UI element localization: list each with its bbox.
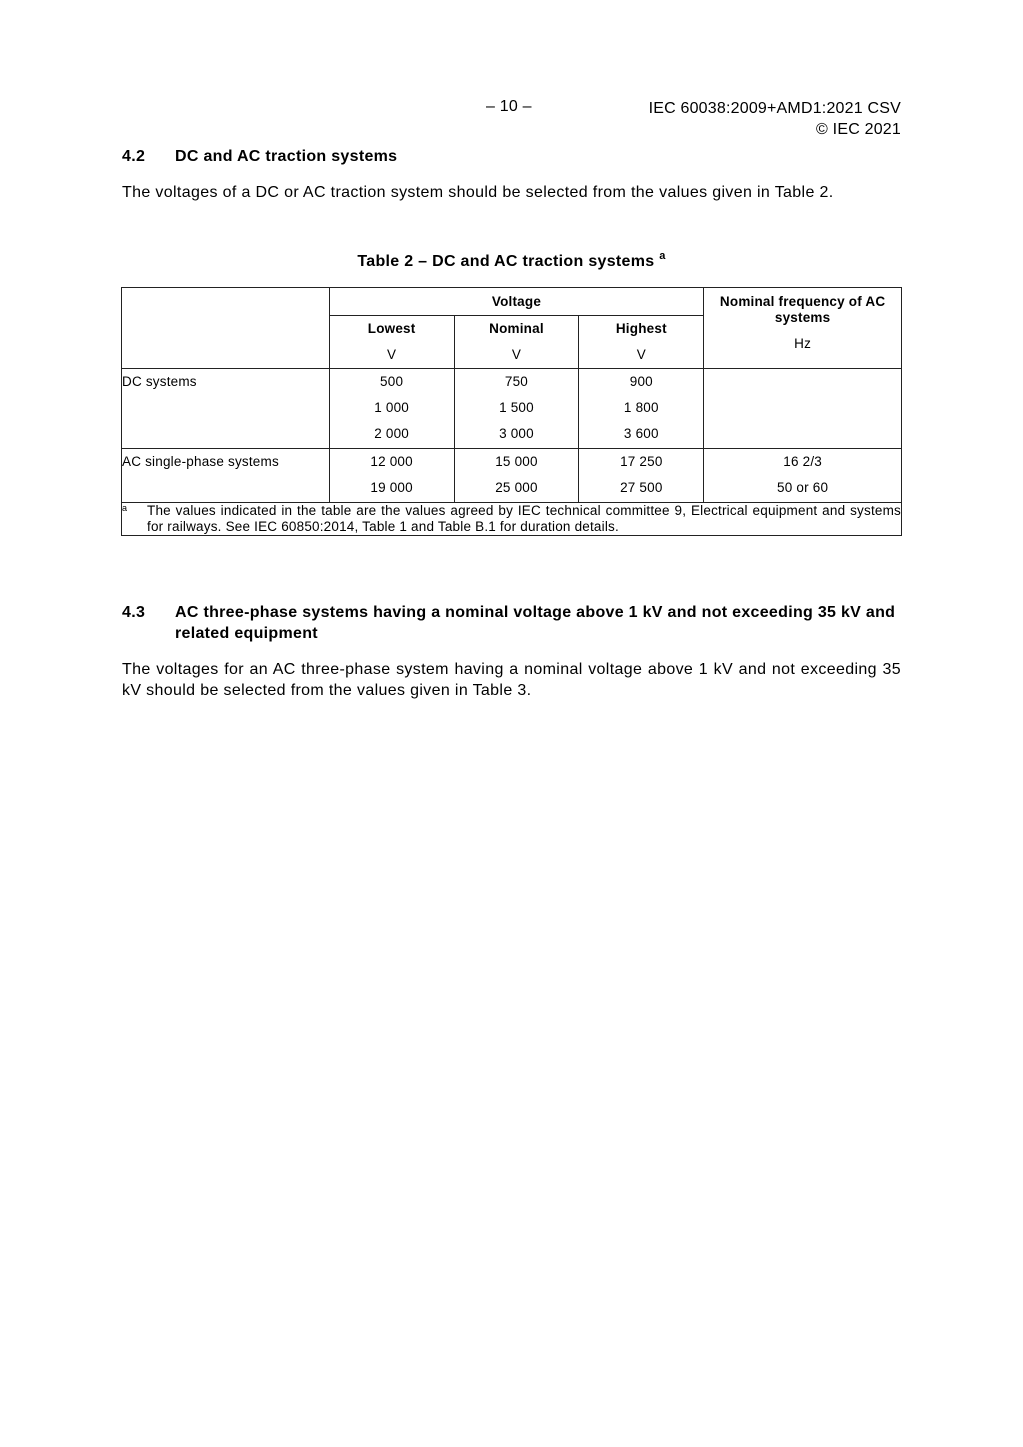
row-label: DC systems [122, 374, 197, 389]
table-cell: 1 800 [623, 400, 659, 415]
voltage-header: Voltage [329, 288, 704, 316]
highest-values-cell [579, 449, 704, 503]
footnote-text: The values indicated in the table are the values agreed by IEC technical committee 9, Electrical equipment and systems for railways. See IEC 60850:2014, Table 1 and Table B.1 for duration details. [147, 503, 901, 534]
section-paragraph-4-2: The voltages of a DC or AC traction system should be selected from the values given in Table 2. [122, 184, 834, 201]
lowest-values-cell [329, 449, 454, 503]
lowest-header-cell [329, 316, 454, 369]
traction-systems-table [121, 287, 902, 536]
nominal-values-cell [454, 369, 579, 449]
section-paragraph-4-3: The voltages for an AC three-phase system having a nominal voltage above 1 kV and not exceeding 35 kV should be selected from the values given in Table 3. [122, 661, 901, 699]
nominal-unit: V [511, 347, 522, 362]
footnote-mark: a [122, 503, 128, 513]
table-cell: 2 000 [374, 426, 409, 441]
nominal-values-cell [454, 449, 579, 503]
table-cell: 50 or 60 [777, 480, 829, 495]
table-cell: 12 000 [370, 454, 413, 469]
highest-header-cell [579, 316, 704, 369]
frequency-unit: Hz [794, 336, 812, 351]
table-cell: 500 [380, 374, 404, 389]
section-title: DC and AC traction systems [175, 148, 398, 165]
table-caption-footnote-mark: a [659, 250, 666, 262]
lowest-header: Lowest [367, 321, 416, 336]
section-title: AC three-phase systems having a nominal voltage above 1 kV and not exceeding 35 kV and related equipment [175, 604, 896, 642]
section-number: 4.2 [122, 148, 146, 165]
row-label-cell [122, 449, 330, 503]
highest-unit: V [636, 347, 646, 362]
document-header [649, 98, 901, 140]
frequency-values-cell [704, 369, 902, 449]
table-row-ac-single-phase [122, 449, 902, 503]
section-number: 4.3 [122, 604, 146, 621]
table-cell: 17 250 [620, 454, 663, 469]
table-cell: 3 600 [623, 426, 659, 441]
lowest-values-cell [329, 369, 454, 449]
table-cell: 27 500 [620, 480, 663, 495]
table-cell: 750 [504, 374, 529, 389]
table-cell: 25 000 [495, 480, 538, 495]
nominal-header: Nominal [489, 321, 544, 336]
table-footnote-row [122, 503, 902, 536]
table-cell: 1 500 [499, 400, 534, 415]
table-footnote [122, 503, 901, 535]
frequency-header: Nominal frequency of AC systems [719, 294, 886, 325]
table-cell: 900 [629, 374, 653, 389]
table-cell: 3 000 [499, 426, 534, 441]
empty-header-cell [122, 288, 330, 369]
lowest-unit: V [387, 347, 397, 362]
row-label: AC single-phase systems [122, 454, 279, 469]
page-number: – 10 – [486, 98, 532, 115]
table-cell: 16 2/3 [783, 454, 822, 469]
frequency-header-cell [704, 288, 902, 369]
frequency-values-cell [704, 449, 902, 503]
table-cell: 15 000 [495, 454, 538, 469]
highest-header: Highest [615, 321, 667, 336]
table-header-row [122, 288, 902, 316]
row-label-cell [122, 369, 330, 449]
table-footnote-cell [122, 503, 902, 536]
table-cell: 19 000 [370, 480, 413, 495]
table-row-dc-systems [122, 369, 902, 449]
section-heading-4-2 [122, 146, 905, 167]
table-cell: 1 000 [374, 400, 409, 415]
highest-values-cell [579, 369, 704, 449]
section-heading-4-3 [122, 602, 905, 644]
copyright-notice: © IEC 2021 [816, 121, 901, 138]
nominal-header-cell [454, 316, 579, 369]
table-caption [0, 250, 1023, 271]
document-id: IEC 60038:2009+AMD1:2021 CSV [648, 100, 901, 117]
table-caption-text: Table 2 – DC and AC traction systems [357, 253, 655, 270]
